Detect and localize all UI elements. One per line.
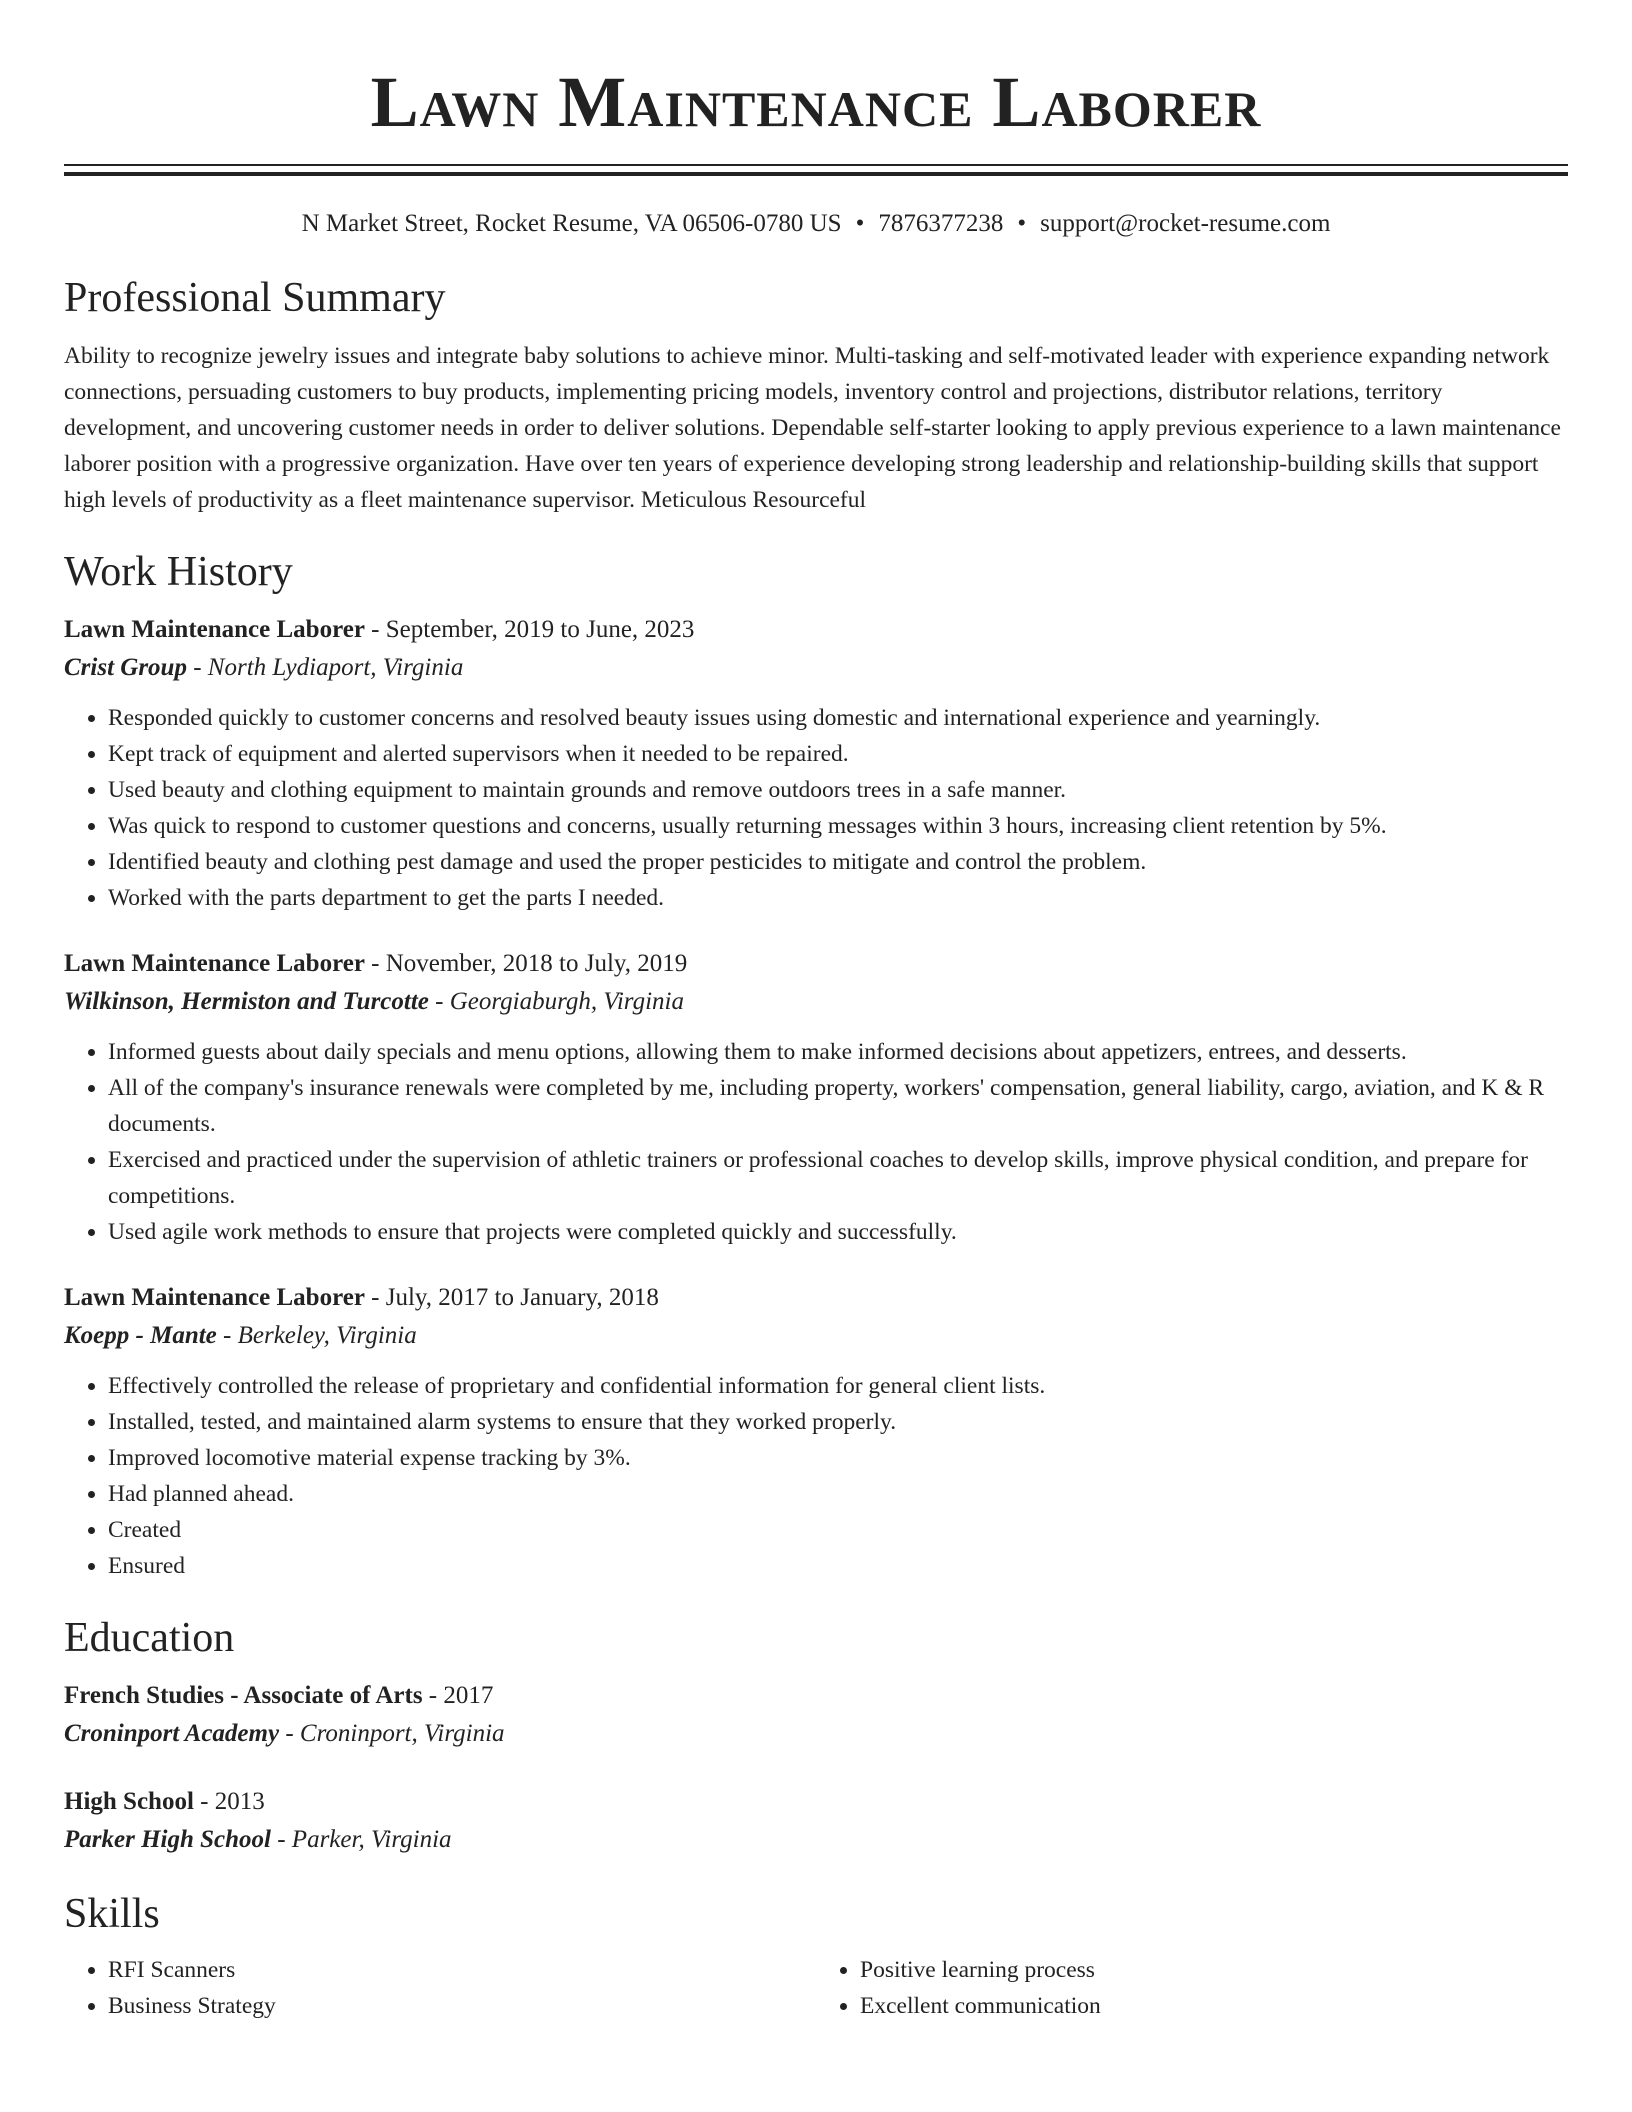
list-item: • Worked with the parts department to get the parts I needed. [108, 880, 1568, 916]
skills-grid [64, 1952, 1568, 2024]
job-dates: - July, 2017 to January, 2018 [364, 1284, 659, 1311]
education-school-line [64, 1820, 1568, 1860]
education-location: - Parker, Virginia [270, 1826, 452, 1853]
education-entry [64, 1784, 1568, 1860]
list-item: • Installed, tested, and maintained alarm systems to ensure that they worked properly. [108, 1404, 1568, 1440]
job-company: Wilkinson, Hermiston and Turcotte [64, 988, 429, 1015]
education-heading: Education [64, 1615, 235, 1661]
education-degree: French Studies - Associate of Arts [64, 1682, 423, 1709]
job-header [64, 1280, 1568, 1316]
list-item: • Kept track of equipment and alerted supervisors when it needed to be repaired. [108, 736, 1568, 772]
education-section [64, 1612, 1568, 1860]
education-year: - 2013 [193, 1788, 265, 1815]
job-entry [64, 946, 1568, 1250]
skills-list [64, 1952, 816, 2024]
job-company: Koepp - Mante [64, 1322, 217, 1349]
job-employer [64, 648, 1568, 688]
list-item: • RFI Scanners [108, 1952, 816, 1988]
job-location: - North Lydiaport, Virginia [186, 654, 464, 681]
job-dates: - November, 2018 to July, 2019 [364, 950, 688, 977]
list-item: • Exercised and practiced under the supervision of athletic trainers or professional coaches to develop skills, improve physical condition, and prepare for competitions. [108, 1142, 1568, 1214]
list-item: • Responded quickly to customer concerns and resolved beauty issues using domestic and international experience and yearningly. [108, 700, 1568, 736]
job-bullets [64, 700, 1568, 916]
education-school: Croninport Academy [64, 1720, 280, 1747]
job-entry [64, 1280, 1568, 1584]
resume-title: Lawn Maintenance Laborer [370, 62, 1262, 142]
job-bullets [64, 1034, 1568, 1250]
summary-text: Ability to recognize jewelry issues and integrate baby solutions to achieve minor. Multi-tasking and self-motivated leader with experience expanding network connections, persuading customers to buy products, implementing pricing models, inventory control and projections, distributor relations, territory development, and uncovering customer needs in order to deliver solutions. Dependable self-starter looking to apply previous experience to a lawn maintenance laborer position with a progressive organization. Have over ten years of experience developing strong leadership and relationship-building skills that support high levels of productivity as a fleet maintenance supervisor. Meticulous Resourceful [64, 343, 1561, 513]
contact-address: N Market Street, Rocket Resume, VA 06506-0780 US [301, 210, 842, 237]
job-dates: - September, 2019 to June, 2023 [364, 616, 695, 643]
list-item: • Informed guests about daily specials and menu options, allowing them to make informed decisions about appetizers, entrees, and desserts. [108, 1034, 1568, 1070]
contact-line [64, 208, 1568, 240]
education-degree: High School [64, 1788, 194, 1815]
title-rule-bottom [64, 172, 1568, 176]
skills-column-right [816, 1952, 1568, 2024]
job-header [64, 946, 1568, 982]
work-history-heading: Work History [64, 549, 293, 595]
skills-heading: Skills [64, 1891, 160, 1937]
education-header [64, 1784, 1568, 1820]
list-item: • Positive learning process [860, 1952, 1568, 1988]
list-item: • Ensured [108, 1548, 1568, 1584]
skills-column-left [64, 1952, 816, 2024]
job-title: Lawn Maintenance Laborer [64, 1284, 365, 1311]
title-rule-top [64, 164, 1568, 166]
job-company: Crist Group [64, 654, 187, 681]
education-location: - Croninport, Virginia [279, 1720, 505, 1747]
education-entry [64, 1678, 1568, 1754]
work-history-section [64, 546, 1568, 1584]
list-item: • Used beauty and clothing equipment to maintain grounds and remove outdoors trees in a safe manner. [108, 772, 1568, 808]
job-location: - Georgiaburgh, Virginia [428, 988, 684, 1015]
list-item: • Was quick to respond to customer questions and concerns, usually returning messages within 3 hours, increasing client retention by 5%. [108, 808, 1568, 844]
education-school: Parker High School [64, 1826, 271, 1853]
job-employer [64, 1316, 1568, 1356]
summary-section [64, 272, 1568, 518]
list-item: • Improved locomotive material expense tracking by 3%. [108, 1440, 1568, 1476]
list-item: • Used agile work methods to ensure that projects were completed quickly and successfully. [108, 1214, 1568, 1250]
job-header [64, 612, 1568, 648]
job-employer [64, 982, 1568, 1022]
list-item: • All of the company's insurance renewals were completed by me, including property, workers' compensation, general liability, cargo, aviation, and K & R documents. [108, 1070, 1568, 1142]
job-title: Lawn Maintenance Laborer [64, 950, 365, 977]
contact-phone: 7876377238 [878, 210, 1004, 237]
job-bullets [64, 1368, 1568, 1584]
job-title: Lawn Maintenance Laborer [64, 616, 365, 643]
list-item: • Excellent communication [860, 1988, 1568, 2024]
contact-email: support@rocket-resume.com [1040, 210, 1331, 237]
education-school-line [64, 1714, 1568, 1754]
list-item: • Created [108, 1512, 1568, 1548]
job-entry [64, 612, 1568, 916]
education-year: - 2017 [422, 1682, 494, 1709]
summary-heading: Professional Summary [64, 275, 446, 321]
job-location: - Berkeley, Virginia [216, 1322, 417, 1349]
education-header [64, 1678, 1568, 1714]
skills-list [816, 1952, 1568, 2024]
list-item: • Effectively controlled the release of proprietary and confidential information for general client lists. [108, 1368, 1568, 1404]
contact-separator: • [1017, 210, 1027, 237]
list-item: • Business Strategy [108, 1988, 816, 2024]
contact-separator: • [855, 210, 865, 237]
list-item: • Identified beauty and clothing pest damage and used the proper pesticides to mitigate and control the problem. [108, 844, 1568, 880]
list-item: • Had planned ahead. [108, 1476, 1568, 1512]
skills-section [64, 1888, 1568, 2024]
